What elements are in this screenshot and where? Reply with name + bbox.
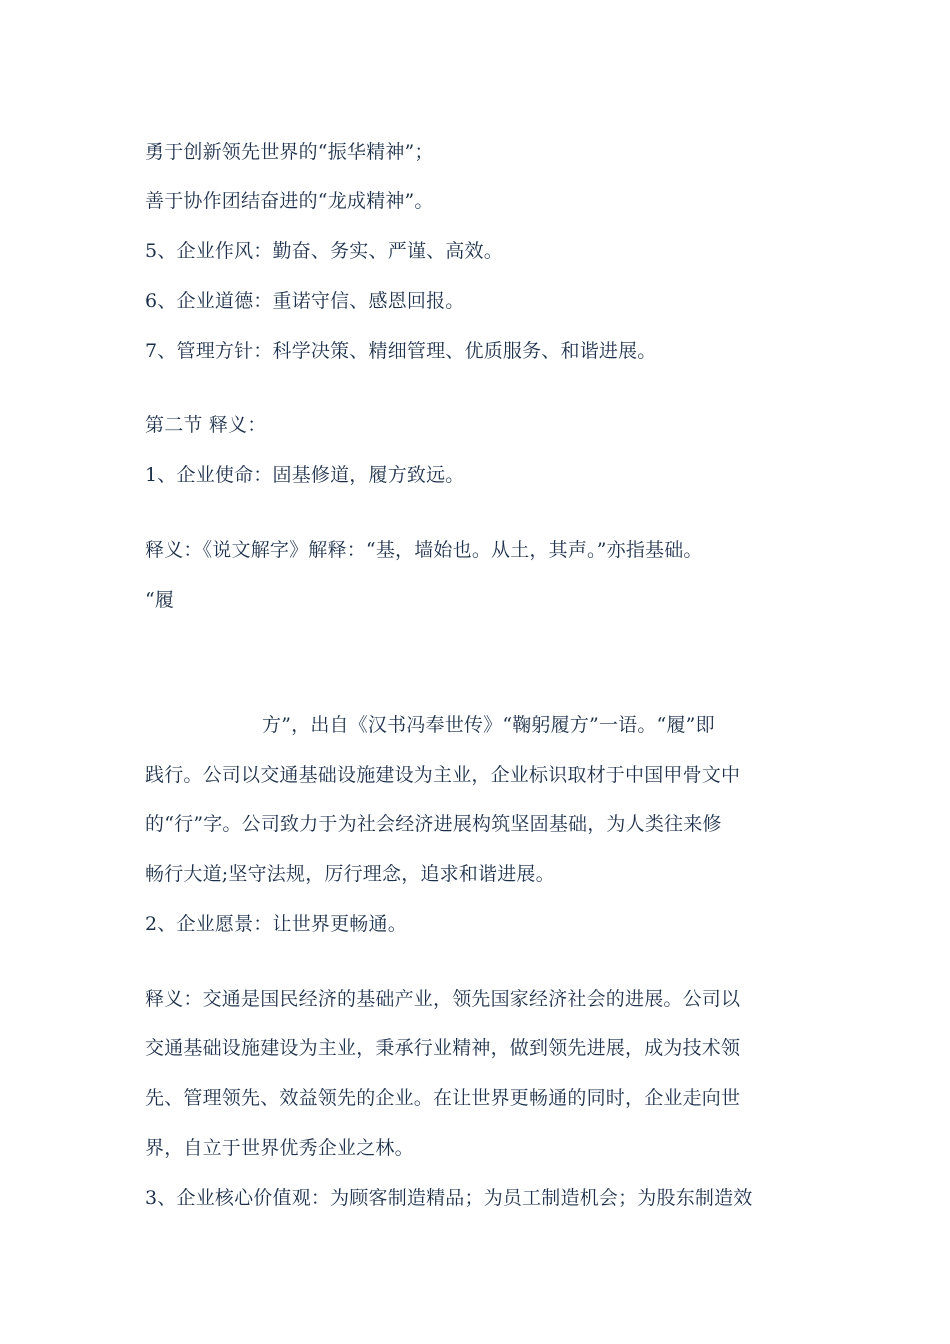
text-line: 3、企业核心价值观：为顾客制造精品；为员工制造机会；为股东制造效 <box>145 1187 753 1209</box>
text-line: 界，自立于世界优秀企业之林。 <box>145 1137 414 1159</box>
text-line: 先、管理领先、效益领先的企业。在让世界更畅通的同时，企业走向世 <box>145 1087 741 1109</box>
text-line: 7、管理方针：科学决策、精细管理、优质服务、和谐进展。 <box>145 340 657 362</box>
text-line: 勇于创新领先世界的“振华精神”； <box>145 141 434 163</box>
text-line: 释义：交通是国民经济的基础产业，领先国家经济社会的进展。公司以 <box>145 988 741 1010</box>
text-line: 5、企业作风：勤奋、务实、严谨、高效。 <box>145 240 503 262</box>
text-line: 释义：《说文解字》解释：“基，墙始也。从土，其声。”亦指基础。 <box>145 539 703 561</box>
text-line: 6、企业道德：重诺守信、感恩回报。 <box>145 290 465 312</box>
text-line: 畅行大道;坚守法规，厉行理念，追求和谐进展。 <box>145 863 555 885</box>
text-line: 践行。公司以交通基础设施建设为主业，企业标识取材于中国甲骨文中 <box>145 764 741 786</box>
text-line: 交通基础设施建设为主业，秉承行业精神，做到领先进展，成为技术领 <box>145 1037 741 1059</box>
text-line: “履 <box>145 589 175 611</box>
text-line: 善于协作团结奋进的“龙成精神”。 <box>145 190 434 212</box>
section-heading: 第二节 释义： <box>145 414 267 436</box>
text-line: 2、企业愿景：让世界更畅通。 <box>145 913 407 935</box>
text-line: 方”，出自《汉书冯奉世传》“鞠躬履方”一语。“履”即 <box>262 714 715 736</box>
text-line: 1、企业使命：固基修道，履方致远。 <box>145 464 465 486</box>
text-line: 的“行”字。公司致力于为社会经济进展构筑坚固基础，为人类往来修 <box>145 813 722 835</box>
